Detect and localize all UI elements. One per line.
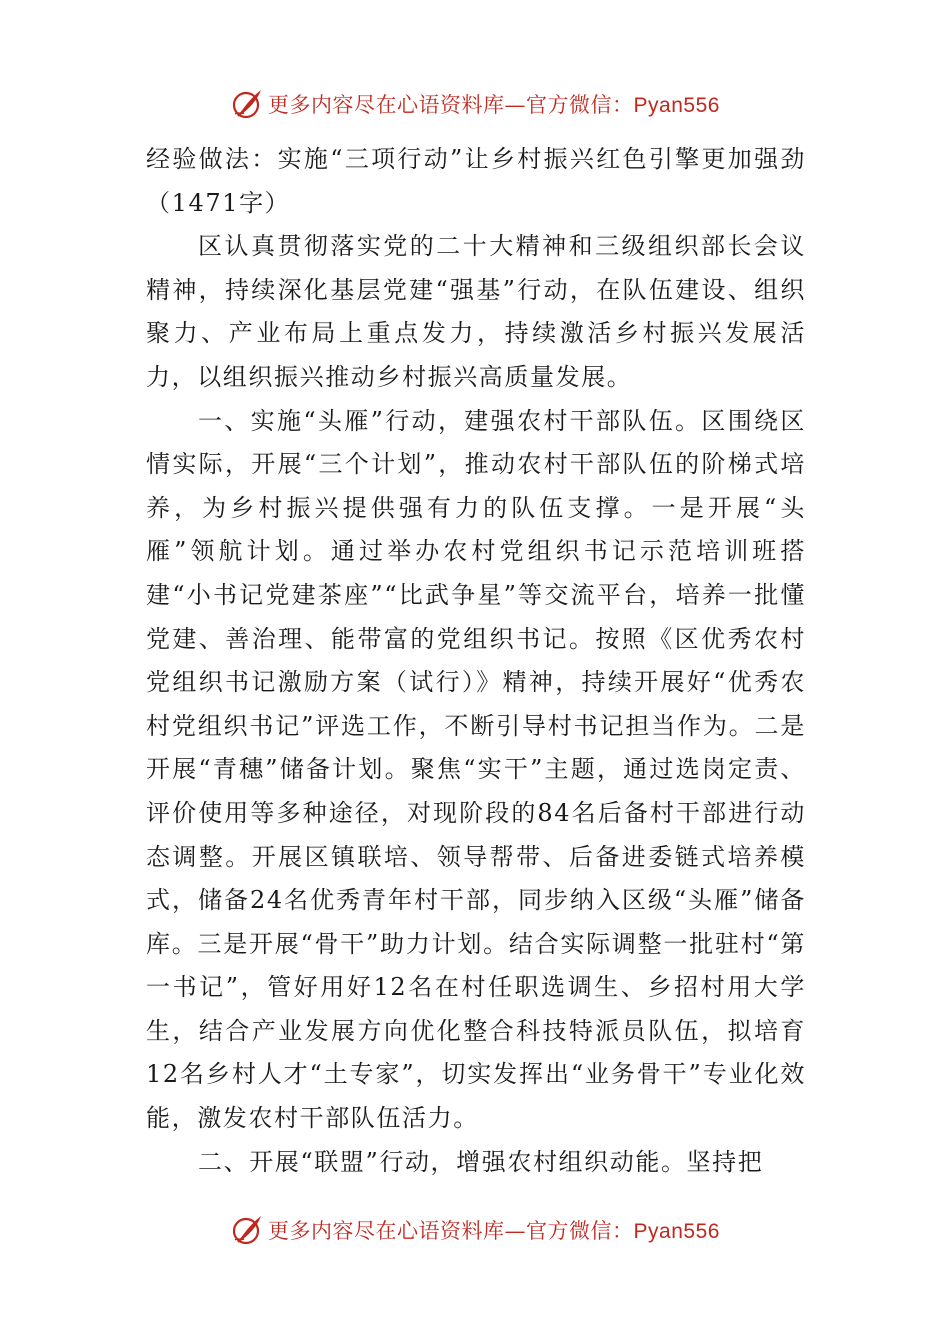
watermark-handle: Pyan556 xyxy=(633,1220,720,1243)
footer-watermark-banner xyxy=(0,1210,950,1250)
document-title: 经验做法：实施“三项行动”让乡村振兴红色引擎更加强劲（1471字） xyxy=(146,145,806,217)
header-watermark-banner xyxy=(0,84,950,124)
document-body xyxy=(146,138,806,1184)
paragraph-section-two: 二、开展“联盟”行动，增强农村组织动能。坚持把 xyxy=(198,1147,764,1176)
watermark-text: 更多内容尽在心语资料库—官方微信：Pyan556 xyxy=(268,93,720,117)
quill-pen-logo-icon xyxy=(230,1213,264,1247)
paragraph-section-one: 一、实施“头雁”行动，建强农村干部队伍。区围绕区情实际，开展“三个计划”，推动农村干部队伍的阶梯式培养，为乡村振兴提供强有力的队伍支撑。一是开展“头雁”领航计划。通过举办农村党组织书记示范培训班搭建“小书记党建茶座”“比武争星”等交流平台，培养一批懂党建、善治理、能带富的党组织书记。按照《区优秀农村党组织书记激励方案（试行）》精神，持续开展好“优秀农村党组织书记”评选工作，不断引导村书记担当作为。二是开展“青穗”储备计划。聚焦“实干”主题，通过选岗定责、评价使用等多种途径，对现阶段的84名后备村干部进行动态调整。开展区镇联培、领导帮带、后备进委链式培养模式，储备24名优秀青年村干部，同步纳入区级“头雁”储备库。三是开展“骨干”助力计划。结合实际调整一批驻村“第一书记”，管好用好12名在村任职选调生、乡招村用大学生，结合产业发展方向优化整合科技特派员队伍，拟培育12名乡村人才“土专家”，切实发挥出“业务骨干”专业化效能，激发农村干部队伍活力。 xyxy=(146,406,806,1133)
watermark-handle: Pyan556 xyxy=(633,94,720,117)
watermark-text: 更多内容尽在心语资料库—官方微信：Pyan556 xyxy=(268,1219,720,1243)
quill-pen-logo-icon xyxy=(230,87,264,121)
paragraph-intro: 区认真贯彻落实党的二十大精神和三级组织部长会议精神，持续深化基层党建“强基”行动，在队伍建设、组织聚力、产业布局上重点发力，持续激活乡村振兴发展活力，以组织振兴推动乡村振兴高质量发展。 xyxy=(146,232,806,391)
